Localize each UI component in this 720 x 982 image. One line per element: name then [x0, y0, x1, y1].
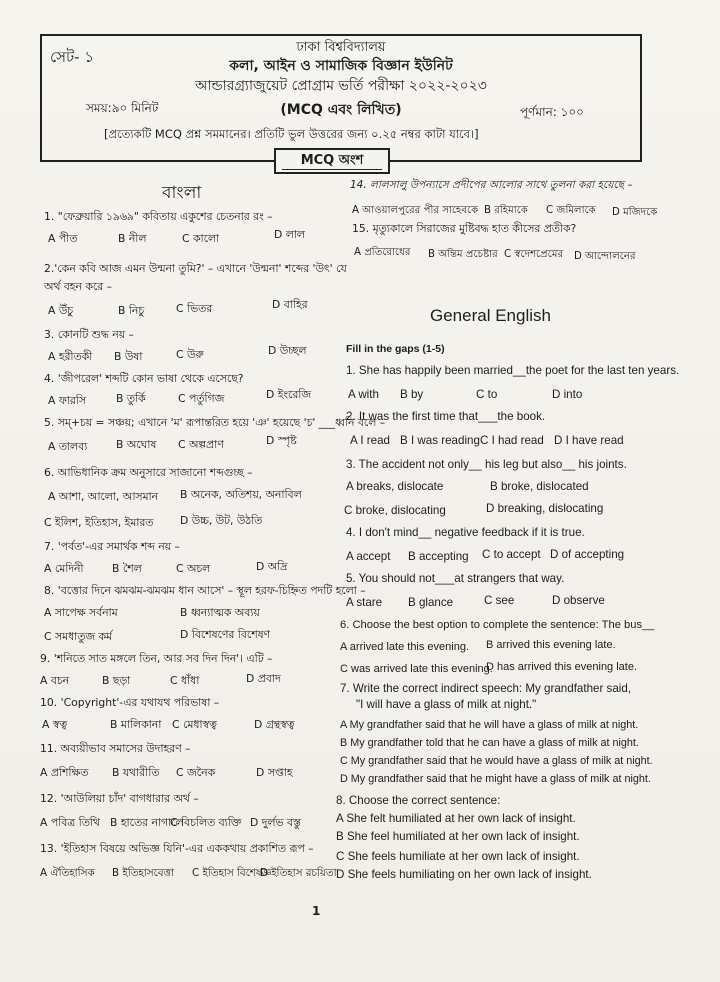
english-q5-option-a[interactable]: A stare: [346, 596, 383, 609]
bangla-q1-option-d[interactable]: D লাল: [274, 228, 305, 241]
bangla-q8-option-c[interactable]: C সমধাতুজ কর্ম: [44, 630, 113, 643]
bangla-question-6: 6. আভিধানিক ক্রম অনুসারে সাজানো শব্দগুচ্ছ –: [44, 466, 253, 479]
bangla-q7-option-b[interactable]: B শৈল: [112, 562, 142, 575]
bangla-q2-option-c[interactable]: C ভিতর: [176, 302, 213, 315]
english-q3-option-b[interactable]: B broke, dislocated: [490, 480, 589, 493]
exam-time: সময়:৯০ মিনিট: [86, 101, 159, 115]
exam-header: [40, 34, 642, 162]
university-name: ঢাকা বিশ্ববিদ্যালয়: [296, 40, 386, 55]
bangla-q2-option-b[interactable]: B নিচু: [118, 304, 145, 317]
bangla-question-15: 15. মৃত্যুকালে সিরাজের মুষ্টিবদ্ধ হাত কীসের প্রতীক?: [352, 222, 577, 235]
english-q7-option-b[interactable]: B My grandfather told that he can have a glass of milk at night.: [340, 737, 639, 749]
bangla-q13-option-b[interactable]: B ইতিহাসবেত্তা: [112, 867, 174, 879]
bangla-q6-option-d[interactable]: D উচ্চ, উট, উঠতি: [180, 514, 263, 527]
bangla-q15-option-c[interactable]: C স্বদেশপ্রেমের: [504, 249, 564, 260]
bangla-q5-option-c[interactable]: C অল্পপ্রাণ: [178, 438, 224, 451]
bangla-question-2: 2.'কেন কবি আজ এমন উন্মনা তুমি?' – এখানে 'উন্মনা' শব্দের 'উৎ' যে: [44, 262, 347, 275]
bangla-question-7: 7. 'পর্বত'-এর সমার্থক শব্দ নয় –: [44, 540, 180, 553]
english-q4-option-c[interactable]: C to accept: [482, 548, 541, 561]
bangla-q3-option-b[interactable]: B উষা: [114, 350, 143, 363]
bangla-q13-option-c[interactable]: C ইতিহাস বিশেষজ্ঞ: [192, 867, 272, 879]
bangla-q9-option-c[interactable]: C ধাঁধা: [170, 674, 200, 687]
bangla-q13-option-a[interactable]: A ঐতিহাসিক: [40, 867, 95, 879]
bangla-q14-option-a[interactable]: A আওয়ালপুরের পীর সাহেবকে: [352, 205, 479, 216]
bangla-q2-option-a[interactable]: A উঁচু: [48, 304, 74, 317]
english-q6-option-d[interactable]: D has arrived this evening late.: [486, 661, 638, 673]
bangla-q3-option-d[interactable]: D উচ্ছল: [268, 344, 307, 357]
bangla-q4-option-a[interactable]: A ফারসি: [48, 394, 86, 407]
english-question-7: 7. Write the correct indirect speech: My grandfather said,: [340, 682, 632, 695]
bangla-question-8: 8. 'বত্তোর দিনে ঝমঝম-ঝমঝম ধান আসে' – স্থূল হরফ-চিহ্নিত পদটি হলো –: [44, 584, 366, 597]
bangla-q11-option-a[interactable]: A প্রশিক্ষিত: [40, 766, 89, 779]
bangla-q5-option-a[interactable]: A তালব্য: [48, 440, 88, 453]
bangla-q9-option-d[interactable]: D প্রবাদ: [246, 672, 281, 685]
bangla-q14-option-d[interactable]: D মজিদকে: [612, 207, 658, 218]
bangla-q3-option-a[interactable]: A হরীতকী: [48, 350, 93, 363]
english-q4-option-d[interactable]: D of accepting: [550, 548, 625, 561]
mcq-section-title: MCQ অংশ: [274, 148, 390, 174]
english-q1-option-c[interactable]: C to: [476, 388, 498, 401]
english-q1-option-d[interactable]: D into: [552, 388, 583, 401]
english-question-3: 3. The accident not only__ his leg but also__ his joints.: [346, 458, 627, 471]
bangla-q1-option-a[interactable]: A পীত: [48, 232, 78, 245]
bangla-q8-option-a[interactable]: A সাপেক্ষ সর্বনাম: [44, 606, 118, 619]
bangla-q10-option-d[interactable]: D গ্রন্থস্বত্ব: [254, 718, 295, 731]
bangla-question-9: 9. 'শনিতে সাত মঙ্গলে তিন, আর সব দিন দিন'। এটি –: [40, 652, 273, 665]
fill-in-gaps-heading: Fill in the gaps (1-5): [346, 343, 445, 355]
bangla-q1-option-c[interactable]: C কালো: [182, 232, 220, 245]
full-marks: পূর্ণমান: ১০০: [520, 105, 584, 119]
bangla-q4-option-d[interactable]: D ইংরেজি: [266, 388, 312, 401]
bangla-q6-option-c[interactable]: C ইলিশ, ইতিহাস, ইমারত: [44, 516, 154, 529]
bangla-q10-option-b[interactable]: B মালিকানা: [110, 718, 162, 731]
bangla-question-10: 10. 'Copyright'-এর যথাযথ পরিভাষা –: [40, 696, 220, 709]
bangla-q9-option-a[interactable]: A বচন: [40, 674, 70, 687]
bangla-q14-option-c[interactable]: C জমিলাকে: [546, 205, 596, 216]
bangla-q10-option-a[interactable]: A স্বত্ব: [42, 718, 68, 731]
bangla-question-11: 11. অব্যয়ীভাব সমাসের উদাহরণ –: [40, 742, 191, 755]
english-question-5: 5. You should not___at strangers that way.: [346, 572, 565, 585]
english-section-title: General English: [430, 306, 551, 325]
bangla-q7-option-a[interactable]: A মেদিনী: [44, 562, 84, 575]
bangla-question-5: 5. সম্+চয় = সঞ্চয়; এখানে 'ম' রূপান্তরিত হয়ে 'ঞ' হয়েছে 'চ' ___ধ্বনি বলে –: [44, 416, 386, 429]
unit-name: কলা, আইন ও সামাজিক বিজ্ঞান ইউনিট: [229, 58, 453, 74]
english-q4-option-a[interactable]: A accept: [346, 550, 391, 563]
english-q6-option-c[interactable]: C was arrived late this evening.: [340, 663, 493, 675]
english-q2-option-b[interactable]: B I was reading: [400, 434, 480, 447]
bangla-q14-option-b[interactable]: B রহিমাকে: [484, 205, 528, 216]
bangla-question-1: 1. "ফেব্রুয়ারি ১৯৬৯" কবিতায় একুশের চেতনার রং –: [44, 210, 273, 223]
bangla-q7-option-d[interactable]: D অদ্রি: [256, 560, 288, 573]
bangla-q2-option-d[interactable]: D বাহির: [272, 298, 308, 311]
english-q4-option-b[interactable]: B accepting: [408, 550, 469, 563]
bangla-q12-option-a[interactable]: A পবিত্র তিথি: [40, 816, 100, 829]
english-q1-option-b[interactable]: B by: [400, 388, 424, 401]
bangla-question-13: 13. 'ইতিহাস বিষয়ে অভিজ্ঞ যিনি'-এর এককথায় প্রকাশিত রূপ –: [40, 842, 314, 855]
english-q8-option-c[interactable]: C She feels humiliate at her own lack of insight.: [336, 850, 580, 863]
bangla-q15-option-d[interactable]: D আন্দোলনের: [574, 251, 636, 262]
bangla-q9-option-b[interactable]: B ছড়া: [102, 674, 131, 687]
english-q8-option-a[interactable]: A She felt humiliated at her own lack of insight.: [336, 812, 576, 825]
bangla-q6-option-a[interactable]: A আশা, আলো, আসমান: [48, 490, 159, 503]
english-q7-option-a[interactable]: A My grandfather said that he will have a glass of milk at night.: [340, 719, 639, 731]
english-q8-option-b[interactable]: B She feel humiliated at her own lack of insight.: [336, 830, 580, 843]
bangla-question-4: 4. 'জীপরেল' শব্দটি কোন ভাষা থেকে এসেছে?: [44, 372, 244, 385]
english-q3-option-d[interactable]: D breaking, dislocating: [486, 502, 604, 515]
english-q6-option-b[interactable]: B arrived this evening late.: [486, 639, 616, 651]
english-q1-option-a[interactable]: A with: [348, 388, 379, 401]
bangla-q10-option-c[interactable]: C মেধাস্বত্ব: [172, 718, 217, 731]
bangla-q12-option-d[interactable]: D দুর্লভ বস্তু: [250, 816, 301, 829]
english-q2-option-c[interactable]: C I had read: [480, 434, 544, 447]
english-q8-option-d[interactable]: D She feels humiliating on her own lack of insight.: [336, 868, 592, 881]
bangla-question-3: 3. কোনটি শুদ্ধ নয় –: [44, 328, 134, 341]
english-q5-option-d[interactable]: D observe: [552, 594, 605, 607]
exam-mode: (MCQ এবং লিখিত): [280, 102, 402, 118]
bangla-q8-option-d[interactable]: D বিশেষণের বিশেষণ: [180, 628, 271, 641]
bangla-section-title: বাংলা: [162, 183, 202, 203]
english-q5-option-c[interactable]: C see: [484, 594, 515, 607]
english-q2-option-a[interactable]: A I read: [350, 434, 390, 447]
english-question-7-quote: "I will have a glass of milk at night.": [356, 698, 537, 711]
exam-name: আন্ডারগ্র্যাজুয়েট প্রোগ্রাম ভর্তি পরীক্ষা ২০২২-২০২৩: [195, 78, 487, 94]
bangla-q4-option-b[interactable]: B তুর্কি: [116, 392, 146, 405]
bangla-q11-option-d[interactable]: D সপ্তাহ: [256, 766, 293, 779]
english-q3-option-c[interactable]: C broke, dislocating: [344, 504, 446, 517]
bangla-q12-option-c[interactable]: C বিচলিত ব্যক্তি: [170, 816, 242, 829]
english-question-4: 4. I don't mind__ negative feedback if it is true.: [346, 526, 585, 539]
bangla-q11-option-b[interactable]: B যথারীতি: [112, 766, 160, 779]
bangla-q5-option-b[interactable]: B অঘোষ: [116, 438, 157, 451]
set-label: সেট- ১: [50, 48, 95, 66]
english-question-2: 2. It was the first time that___the book.: [346, 410, 546, 423]
bangla-question-2-cont: অর্থ বহন করে –: [44, 280, 112, 293]
bangla-q12-option-b[interactable]: B হাতের নাগালে: [110, 816, 184, 829]
english-question-1: 1. She has happily been married__the poet for the last ten years.: [346, 364, 680, 377]
bangla-q13-option-d[interactable]: D ইতিহাস রচয়িতা: [260, 867, 337, 879]
bangla-q11-option-c[interactable]: C জনৈক: [176, 766, 216, 779]
bangla-q3-option-c[interactable]: C উরু: [176, 348, 204, 361]
bangla-q15-option-b[interactable]: B অন্তিম প্রচেষ্টার: [428, 249, 498, 260]
english-q7-option-d[interactable]: D My grandfather said that he might have a glass of milk at night.: [340, 773, 651, 785]
bangla-q7-option-c[interactable]: C অচল: [176, 562, 211, 575]
bangla-question-14: 14. লালসালু উপন্যাসে প্রদীপের আলোর সাথে তুলনা করা হয়েছে –: [350, 179, 633, 191]
english-q3-option-a[interactable]: A breaks, dislocate: [346, 480, 444, 493]
bangla-question-12: 12. 'আউলিয়া চাঁদ' বাগধারার অর্থ –: [40, 792, 199, 805]
bangla-q1-option-b[interactable]: B নীল: [118, 232, 147, 245]
negative-marking-note: [প্রত্যেকটি MCQ প্রশ্ন সমমানের। প্রতিটি ভুল উত্তরের জন্য ০.২৫ নম্বর কাটা যাবে।]: [104, 127, 479, 141]
english-q5-option-b[interactable]: B glance: [408, 596, 454, 609]
english-q7-option-c[interactable]: C My grandfather said that he would have a glass of milk at night.: [340, 755, 653, 767]
page-number: 1: [312, 904, 321, 918]
english-question-8: 8. Choose the correct sentence:: [336, 794, 501, 807]
bangla-q5-option-d[interactable]: D স্পৃষ্ট: [266, 434, 297, 447]
english-q2-option-d[interactable]: D I have read: [554, 434, 624, 447]
bangla-q8-option-b[interactable]: B ধ্বন্যাত্মক অব্যয়: [180, 606, 260, 619]
bangla-q4-option-c[interactable]: C পর্তুগিজ: [178, 392, 225, 405]
bangla-q6-option-b[interactable]: B অনেক, অতিশয়, অনাবিল: [180, 488, 302, 501]
english-q6-option-a[interactable]: A arrived late this evening.: [340, 641, 470, 653]
bangla-q15-option-a[interactable]: A প্রতিরোধের: [354, 247, 411, 258]
english-question-6: 6. Choose the best option to complete the sentence: The bus__: [340, 619, 655, 631]
